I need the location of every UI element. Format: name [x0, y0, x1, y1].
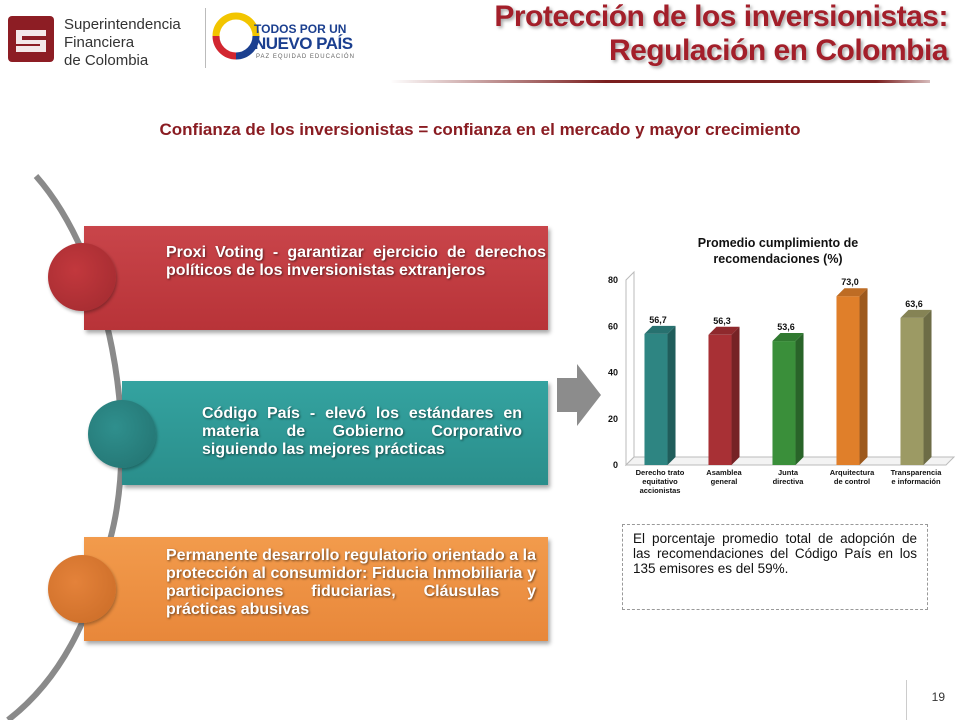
category-label: Asamblea — [706, 468, 742, 477]
right-arrow-icon — [555, 362, 603, 428]
gov-logo — [212, 12, 355, 68]
bar-side — [732, 327, 740, 465]
bar-chart — [598, 228, 960, 503]
category-label: directiva — [772, 477, 804, 486]
bar — [708, 335, 731, 465]
item-text: Proxi Voting - garantizar ejercicio de derechos políticos de los inversionistas extranjeros — [166, 244, 546, 279]
y-tick-label: 60 — [607, 321, 618, 332]
category-label: Transparencia — [890, 468, 942, 477]
data-label: 73,0 — [841, 277, 859, 288]
data-label: 63,6 — [905, 298, 923, 309]
data-label: 53,6 — [777, 322, 795, 333]
category-label: e información — [891, 477, 941, 486]
category-label: equitativo — [642, 477, 678, 486]
y-tick-label: 80 — [607, 275, 618, 285]
bullet-circle — [48, 555, 116, 623]
data-label: 56,7 — [649, 314, 667, 325]
bar — [900, 318, 923, 465]
sfc-logo-text — [64, 16, 181, 70]
chart-title: Promedio cumplimiento de — [697, 236, 859, 250]
note-box — [622, 524, 928, 610]
gov-logo-line2: NUEVO PAÍS — [254, 34, 353, 53]
chart-title-line2: recomendaciones (%) — [713, 252, 843, 266]
page-title-line1: Protección de los inversionistas: — [494, 0, 948, 33]
category-label: Arquitectura — [829, 468, 875, 477]
item-box-codigo-pais — [122, 381, 548, 485]
page-number: 19 — [931, 690, 945, 704]
category-label: Junta — [777, 468, 799, 477]
category-label: de control — [833, 477, 871, 486]
sfc-emblem-icon — [8, 16, 54, 62]
gov-emblem-icon — [212, 12, 260, 60]
bar — [836, 296, 859, 465]
logo-divider — [205, 8, 206, 68]
note-text: El porcentaje promedio total de adopción de las recomendaciones del Código País en los 135 emisores es del 59%. — [633, 531, 917, 576]
y-tick-label: 20 — [607, 413, 618, 424]
item-text-normal: Permanente desarrollo regulatorio orientado a la protección al consumidor: — [166, 547, 536, 582]
sfc-logo-line: de Colombia — [64, 52, 149, 69]
y-tick-label: 40 — [607, 367, 618, 378]
category-label: general — [710, 477, 738, 486]
item-text-bold: Fiducia Inmobiliaria y participaciones fiduciarias, Cláusulas y prácticas abusivas — [166, 565, 537, 618]
bar-side — [860, 288, 868, 465]
bullet-circle — [88, 400, 156, 468]
item-text — [166, 547, 536, 619]
bar-side — [924, 310, 932, 465]
y-tick-label: 0 — [612, 460, 618, 470]
category-label: accionistas — [639, 486, 681, 495]
bar — [644, 334, 667, 465]
bar — [772, 341, 795, 465]
sfc-logo — [8, 10, 198, 69]
data-label: 56,3 — [713, 315, 731, 326]
item-text: Código País - elevó los estándares en materia de Gobierno Corporativo siguiendo las mejores prácticas — [202, 405, 522, 458]
gov-logo-line3: PAZ EQUIDAD EDUCACIÓN — [256, 54, 355, 60]
bar-side — [796, 333, 804, 465]
gov-logo-line1: TODOS POR UN — [254, 22, 347, 36]
page-title-line2: Regulación en Colombia — [608, 34, 948, 67]
subtitle: Confianza de los inversionistas = confianza en el mercado y mayor crecimiento — [159, 120, 801, 139]
category-label: Derecho trato — [635, 468, 685, 477]
sfc-logo-line: Superintendencia — [64, 16, 181, 33]
bar-side — [668, 326, 676, 465]
sfc-logo-line: Financiera — [64, 34, 135, 51]
page-number-box — [906, 680, 959, 720]
chart-side-wall — [626, 272, 634, 465]
item-box-desarrollo-regulatorio — [84, 537, 548, 641]
item-box-proxi-voting — [84, 226, 548, 330]
bullet-circle — [48, 243, 116, 311]
title-underline — [390, 80, 930, 83]
